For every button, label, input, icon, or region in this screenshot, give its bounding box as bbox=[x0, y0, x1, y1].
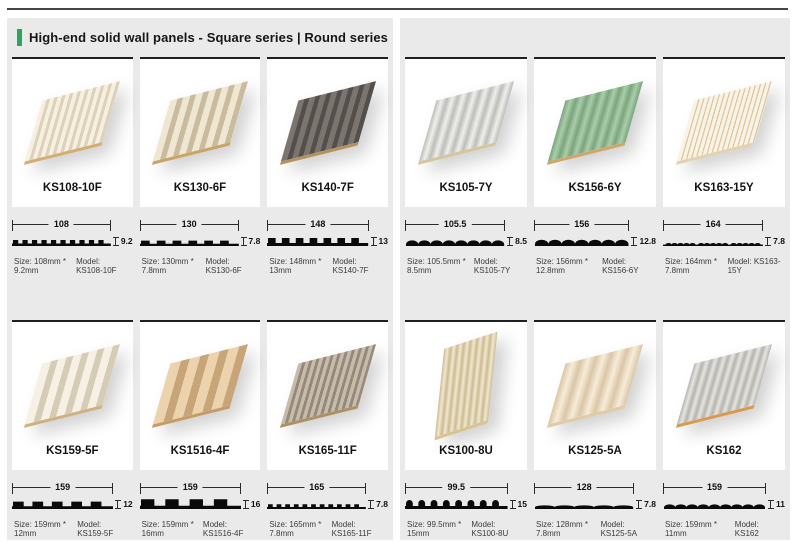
width-dimension-line bbox=[140, 481, 241, 494]
thickness-dimension bbox=[113, 233, 133, 249]
size-model-line bbox=[534, 520, 656, 538]
size-model-line bbox=[140, 257, 261, 275]
product-model-name: KS163-15Y bbox=[694, 182, 754, 194]
size-text: Size: 165mm * 7.8mm bbox=[269, 520, 322, 538]
profile-diagram-main bbox=[12, 218, 111, 249]
thickness-dimension-value: 7.8 bbox=[248, 236, 261, 246]
width-dimension-line bbox=[140, 218, 239, 231]
profile-diagram-main bbox=[405, 218, 505, 249]
profile-diagram bbox=[267, 481, 388, 512]
thickness-dimension-value: 7.8 bbox=[773, 236, 785, 246]
model-text: Model: KS140-7F bbox=[332, 257, 369, 275]
model-text: Model: KS105-7Y bbox=[473, 257, 511, 275]
product-model-name: KS140-7F bbox=[301, 182, 354, 194]
round-series-panel bbox=[400, 18, 790, 540]
width-dimension-line bbox=[12, 481, 113, 494]
thickness-dimension bbox=[241, 233, 261, 249]
cross-section-profile bbox=[405, 233, 505, 249]
thickness-dimension-value: 12.8 bbox=[639, 236, 656, 246]
cross-section-profile bbox=[267, 496, 366, 512]
product-photo-area bbox=[405, 59, 527, 182]
product-photo-area bbox=[267, 59, 388, 182]
profile-diagram-main bbox=[663, 218, 763, 249]
product-cell bbox=[405, 320, 527, 538]
width-dimension-line bbox=[267, 481, 366, 494]
thickness-dimension bbox=[368, 496, 388, 512]
product-photo-area bbox=[534, 59, 656, 182]
product-model-name: KS159-5F bbox=[46, 445, 99, 457]
size-text: Size: 128mm * 7.8mm bbox=[536, 520, 589, 538]
size-model-line bbox=[405, 520, 527, 538]
width-dimension-value: 99.5 bbox=[443, 481, 471, 494]
size-text: Size: 148mm * 13mm bbox=[269, 257, 322, 275]
product-photo-box bbox=[12, 320, 133, 470]
thickness-bracket bbox=[115, 500, 121, 509]
panel-photo bbox=[547, 344, 643, 428]
product-photo-box bbox=[534, 57, 656, 207]
width-dimension-line bbox=[534, 481, 634, 494]
thickness-bracket bbox=[368, 500, 374, 509]
product-photo-area bbox=[663, 322, 785, 445]
size-model-line bbox=[405, 257, 527, 275]
product-cell bbox=[663, 320, 785, 538]
profile-diagram-main bbox=[405, 481, 508, 512]
cross-section-profile bbox=[663, 233, 763, 249]
thickness-dimension-value: 9.2 bbox=[120, 236, 133, 246]
product-model-name: KS165-11F bbox=[298, 445, 357, 457]
thickness-dimension bbox=[371, 233, 388, 249]
model-text: Model: KS100-8U bbox=[471, 520, 509, 538]
thickness-dimension bbox=[768, 496, 785, 512]
profile-diagram-main bbox=[12, 481, 113, 512]
product-photo-box bbox=[405, 320, 527, 470]
thickness-dimension bbox=[115, 496, 132, 512]
profile-diagram bbox=[12, 481, 133, 512]
profile-diagram-main bbox=[663, 481, 766, 512]
profile-diagram bbox=[663, 218, 785, 249]
profile-diagram-main bbox=[140, 218, 239, 249]
product-photo-area bbox=[663, 59, 785, 182]
width-dimension-value: 159 bbox=[702, 481, 727, 494]
product-photo-box bbox=[663, 320, 785, 470]
product-cell bbox=[405, 57, 527, 275]
product-model-name: KS125-5A bbox=[568, 445, 622, 457]
thickness-dimension-value: 7.8 bbox=[644, 499, 656, 509]
profile-diagram-main bbox=[534, 481, 634, 512]
product-photo-area bbox=[12, 322, 133, 445]
thickness-dimension-value: 8.5 bbox=[515, 236, 527, 246]
width-dimension-line bbox=[405, 218, 505, 231]
thickness-bracket bbox=[631, 237, 637, 246]
size-text: Size: 130mm * 7.8mm bbox=[141, 257, 194, 275]
model-text: Model: KS125-5A bbox=[600, 520, 638, 538]
cross-section-profile bbox=[12, 233, 111, 249]
size-model-line bbox=[663, 257, 785, 275]
cross-section-profile bbox=[12, 496, 113, 512]
profile-diagram bbox=[663, 481, 785, 512]
profile-diagram-main bbox=[534, 218, 629, 249]
product-photo-box bbox=[140, 57, 261, 207]
profile-diagram bbox=[534, 481, 656, 512]
panel-photo bbox=[24, 344, 120, 428]
profile-diagram-main bbox=[140, 481, 241, 512]
product-cell bbox=[534, 57, 656, 275]
size-model-line bbox=[140, 520, 261, 538]
profile-diagram bbox=[12, 218, 133, 249]
profile-diagram bbox=[267, 218, 388, 249]
size-model-line bbox=[267, 520, 388, 538]
product-model-name: KS1516-4F bbox=[170, 445, 230, 457]
model-text: Model: KS165-11F bbox=[331, 520, 372, 538]
thickness-dimension bbox=[631, 233, 656, 249]
model-text: Model: KS108-10F bbox=[76, 257, 117, 275]
product-model-name: KS162 bbox=[706, 445, 742, 457]
profile-diagram bbox=[405, 481, 527, 512]
width-dimension-value: 165 bbox=[304, 481, 329, 494]
product-photo-box bbox=[12, 57, 133, 207]
size-text: Size: 159mm * 11mm bbox=[665, 520, 718, 538]
round-series-grid bbox=[405, 57, 785, 538]
product-model-name: KS108-10F bbox=[42, 182, 102, 194]
size-text: Size: 164mm * 7.8mm bbox=[665, 257, 718, 275]
thickness-bracket bbox=[371, 237, 377, 246]
width-dimension-value: 164 bbox=[701, 218, 726, 231]
thickness-dimension-value: 12 bbox=[123, 499, 133, 509]
thickness-dimension bbox=[636, 496, 656, 512]
cross-section-profile bbox=[663, 496, 766, 512]
panel-photo bbox=[280, 344, 376, 428]
product-photo-area bbox=[267, 322, 388, 445]
thickness-bracket bbox=[636, 500, 642, 509]
model-text: Model: KS1516-4F bbox=[202, 520, 244, 538]
size-text: Size: 159mm * 16mm bbox=[141, 520, 194, 538]
panel-photo bbox=[24, 81, 120, 165]
panel-photo bbox=[547, 81, 643, 165]
product-cell bbox=[663, 57, 785, 275]
top-rule bbox=[7, 8, 788, 10]
thickness-bracket bbox=[113, 237, 119, 246]
product-photo-box bbox=[663, 57, 785, 207]
width-dimension-value: 130 bbox=[177, 218, 202, 231]
model-text: Model: KS130-6F bbox=[205, 257, 242, 275]
profile-diagram bbox=[534, 218, 656, 249]
model-text: Model: KS156-6Y bbox=[602, 257, 639, 275]
width-dimension-value: 128 bbox=[572, 481, 597, 494]
size-model-line bbox=[663, 520, 785, 538]
panel-photo bbox=[676, 344, 772, 428]
width-dimension-value: 159 bbox=[178, 481, 203, 494]
product-cell bbox=[12, 57, 133, 275]
thickness-bracket bbox=[768, 500, 774, 509]
width-dimension-value: 159 bbox=[50, 481, 75, 494]
panel-photo bbox=[435, 331, 498, 440]
panel-photo bbox=[152, 81, 248, 165]
thickness-dimension-value: 16 bbox=[250, 499, 261, 509]
model-text: Model: KS163-15Y bbox=[727, 257, 781, 275]
product-model-name: KS156-6Y bbox=[568, 182, 622, 194]
width-dimension-line bbox=[534, 218, 629, 231]
panel-photo bbox=[152, 344, 248, 428]
profile-diagram-main bbox=[267, 218, 368, 249]
product-cell bbox=[140, 57, 261, 275]
product-cell bbox=[534, 320, 656, 538]
thickness-bracket bbox=[765, 237, 771, 246]
model-text: Model: KS162 bbox=[734, 520, 759, 538]
width-dimension-line bbox=[405, 481, 508, 494]
profile-diagram bbox=[405, 218, 527, 249]
width-dimension-value: 105.5 bbox=[439, 218, 472, 231]
panel-photo bbox=[280, 81, 376, 165]
size-model-line bbox=[12, 520, 133, 538]
thickness-dimension-value: 15 bbox=[517, 499, 527, 509]
thickness-bracket bbox=[241, 237, 247, 246]
size-text: Size: 156mm * 12.8mm bbox=[536, 257, 589, 275]
cross-section-profile bbox=[405, 496, 508, 512]
size-model-line bbox=[12, 257, 133, 275]
model-text: Model: KS159-5F bbox=[77, 520, 114, 538]
page-title: High-end solid wall panels - Square series | Round series bbox=[29, 30, 388, 45]
thickness-dimension bbox=[765, 233, 785, 249]
thickness-bracket bbox=[510, 500, 516, 509]
cross-section-profile bbox=[534, 496, 634, 512]
product-photo-box bbox=[267, 57, 388, 207]
cross-section-profile bbox=[140, 233, 239, 249]
width-dimension-line bbox=[12, 218, 111, 231]
size-text: Size: 99.5mm * 15mm bbox=[407, 520, 462, 538]
product-cell bbox=[267, 57, 388, 275]
square-series-panel bbox=[7, 18, 393, 540]
product-photo-area bbox=[405, 322, 527, 445]
product-photo-area bbox=[12, 59, 133, 182]
cross-section-profile bbox=[534, 233, 629, 249]
product-photo-box bbox=[267, 320, 388, 470]
profile-diagram bbox=[140, 218, 261, 249]
accent-bar bbox=[17, 29, 22, 46]
thickness-dimension-value: 11 bbox=[776, 499, 785, 509]
size-model-line bbox=[267, 257, 388, 275]
panel-photo bbox=[418, 81, 514, 165]
thickness-bracket bbox=[507, 237, 513, 246]
cross-section-profile bbox=[267, 233, 368, 249]
thickness-bracket bbox=[243, 500, 249, 509]
product-cell bbox=[12, 320, 133, 538]
product-photo-box bbox=[534, 320, 656, 470]
size-text: Size: 108mm * 9.2mm bbox=[14, 257, 67, 275]
thickness-dimension-value: 7.8 bbox=[376, 499, 388, 509]
thickness-dimension bbox=[510, 496, 527, 512]
product-photo-area bbox=[140, 322, 261, 445]
product-cell bbox=[140, 320, 261, 538]
product-model-name: KS105-7Y bbox=[439, 182, 493, 194]
size-model-line bbox=[534, 257, 656, 275]
product-photo-area bbox=[140, 59, 261, 182]
width-dimension-line bbox=[267, 218, 368, 231]
thickness-dimension bbox=[507, 233, 527, 249]
product-photo-area bbox=[534, 322, 656, 445]
width-dimension-value: 156 bbox=[569, 218, 594, 231]
width-dimension-line bbox=[663, 218, 763, 231]
product-photo-box bbox=[140, 320, 261, 470]
width-dimension-value: 108 bbox=[49, 218, 74, 231]
width-dimension-value: 148 bbox=[305, 218, 330, 231]
thickness-dimension-value: 13 bbox=[378, 236, 388, 246]
size-text: Size: 159mm * 12mm bbox=[14, 520, 67, 538]
profile-diagram-main bbox=[267, 481, 366, 512]
product-cell bbox=[267, 320, 388, 538]
width-dimension-line bbox=[663, 481, 766, 494]
page-header bbox=[12, 18, 388, 57]
size-text: Size: 105.5mm * 8.5mm bbox=[407, 257, 466, 275]
profile-diagram bbox=[140, 481, 261, 512]
square-series-grid bbox=[12, 57, 388, 538]
thickness-dimension bbox=[243, 496, 260, 512]
right-panel-spacer bbox=[405, 18, 785, 57]
product-model-name: KS100-8U bbox=[439, 445, 493, 457]
cross-section-profile bbox=[140, 496, 241, 512]
panel-photo bbox=[676, 81, 772, 165]
product-photo-box bbox=[405, 57, 527, 207]
product-model-name: KS130-6F bbox=[173, 182, 227, 194]
